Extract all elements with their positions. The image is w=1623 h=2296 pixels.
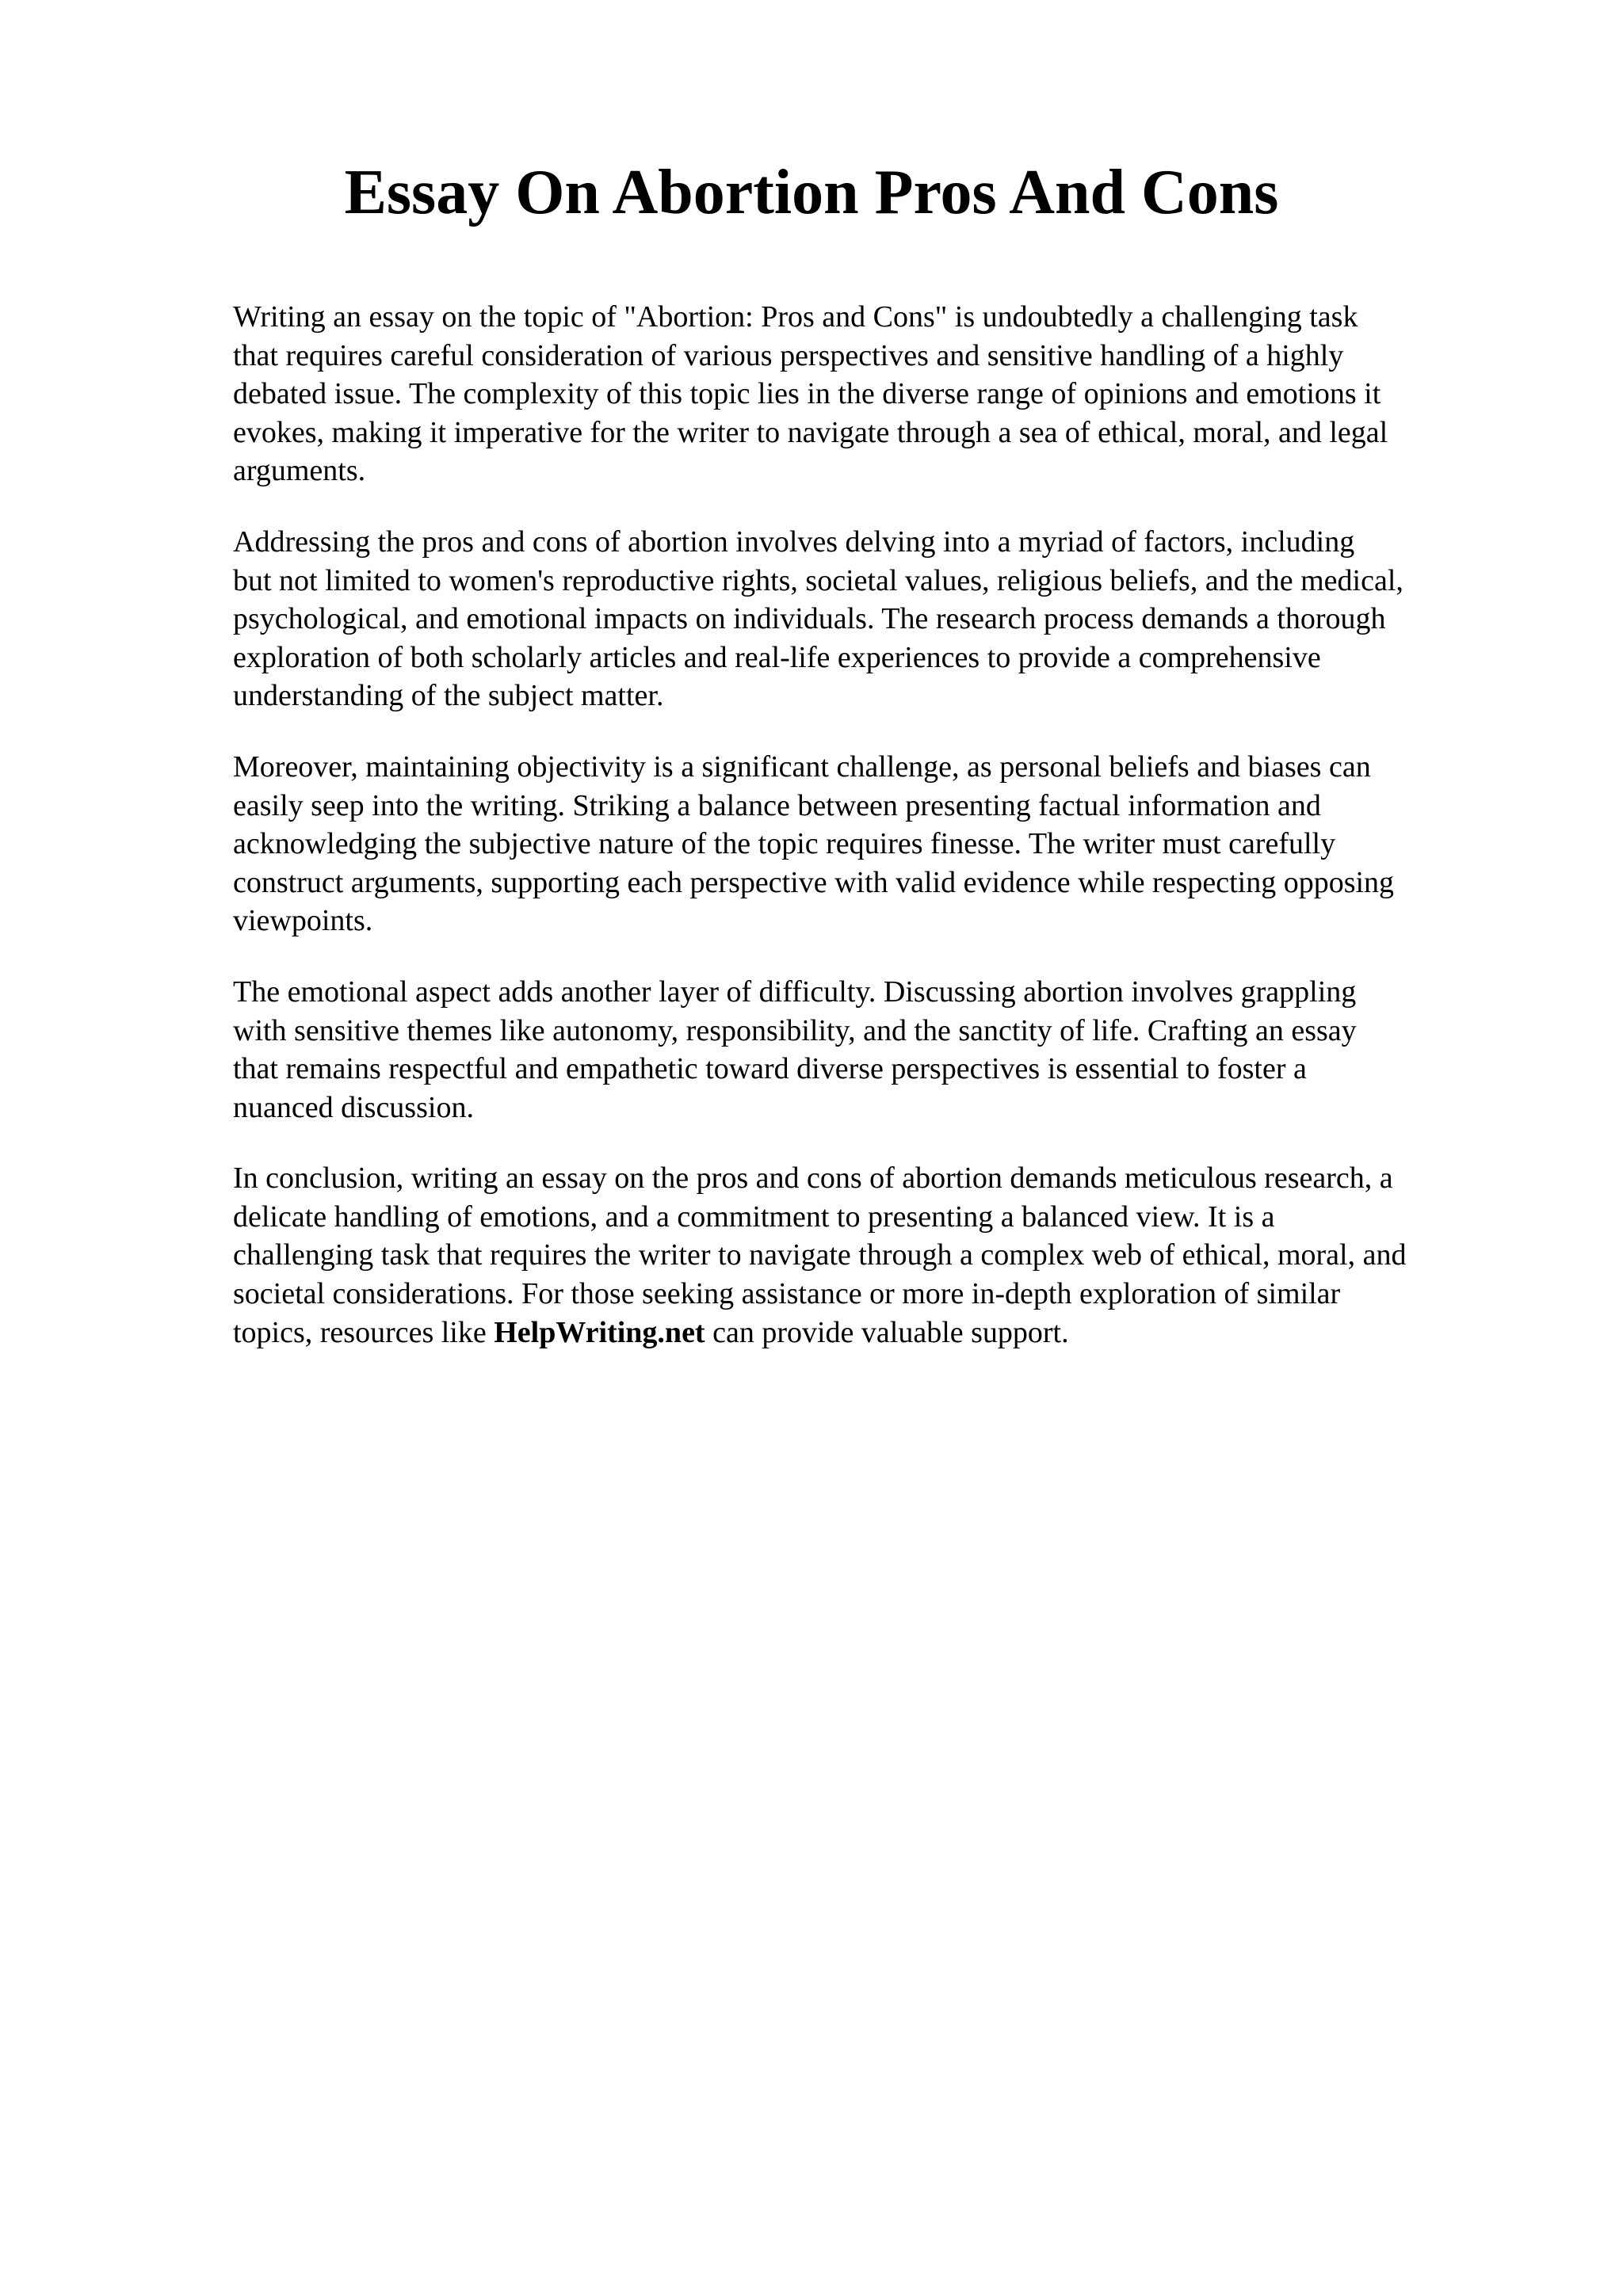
- final-line-text-after: can provide valuable support.: [705, 1315, 1069, 1349]
- paragraph-line: easily seep into the writing. Striking a balance between presenting factual information and: [233, 788, 1321, 822]
- paragraph-line: construct arguments, supporting each perspective with valid evidence while respecting opposing: [233, 865, 1395, 899]
- paragraph-line: arguments.: [233, 454, 366, 488]
- paragraph-line: In conclusion, writing an essay on the pros and cons of abortion demands meticulous research, a: [233, 1161, 1393, 1196]
- paragraph-line: understanding of the subject matter.: [233, 679, 664, 713]
- paragraph-line: societal considerations. For those seeking assistance or more in-depth exploration of similar: [233, 1277, 1341, 1311]
- paragraph-5: [233, 1159, 1533, 1352]
- paragraph-1: [233, 298, 1533, 490]
- helpwriting-brand-text: HelpWriting.net: [494, 1315, 705, 1349]
- paragraph-line: debated issue. The complexity of this topic lies in the diverse range of opinions and emotions it: [233, 377, 1381, 411]
- paragraph-3: [233, 748, 1533, 940]
- essay-body: [233, 298, 1533, 1384]
- paragraph-line: exploration of both scholarly articles and real-life experiences to provide a comprehensive: [233, 640, 1321, 674]
- paragraph-line: that remains respectful and empathetic toward diverse perspectives is essential to foster a: [233, 1052, 1307, 1086]
- paragraph-line: acknowledging the subjective nature of the topic requires finesse. The writer must carefully: [233, 827, 1336, 861]
- paragraph-line: with sensitive themes like autonomy, responsibility, and the sanctity of life. Crafting an essay: [233, 1013, 1357, 1047]
- paragraph-line-final: [233, 1314, 1533, 1352]
- paragraph-line: psychological, and emotional impacts on individuals. The research process demands a thorough: [233, 602, 1386, 636]
- paragraph-line: challenging task that requires the writer to navigate through a complex web of ethical, moral, and: [233, 1238, 1407, 1272]
- paragraph-line: evokes, making it imperative for the writer to navigate through a sea of ethical, moral, and legal: [233, 415, 1388, 449]
- paragraph-line: but not limited to women's reproductive rights, societal values, religious beliefs, and the medical,: [233, 563, 1403, 597]
- paragraph-4: [233, 973, 1533, 1127]
- paragraph-2: [233, 523, 1533, 715]
- paragraph-line: nuanced discussion.: [233, 1090, 474, 1124]
- paragraph-line: Moreover, maintaining objectivity is a significant challenge, as personal beliefs and biases can: [233, 749, 1371, 784]
- paragraph-line: Writing an essay on the topic of "Abortion: Pros and Cons" is undoubtedly a challenging task: [233, 300, 1358, 334]
- paragraph-line: Addressing the pros and cons of abortion involves delving into a myriad of factors, including: [233, 524, 1355, 559]
- final-line-text-before: topics, resources like: [233, 1315, 495, 1349]
- paragraph-line: The emotional aspect adds another layer of difficulty. Discussing abortion involves grappling: [233, 974, 1357, 1009]
- paragraph-line: delicate handling of emotions, and a commitment to presenting a balanced view. It is a: [233, 1199, 1275, 1234]
- paragraph-line: viewpoints.: [233, 904, 373, 938]
- paragraph-line: that requires careful consideration of various perspectives and sensitive handling of a highly: [233, 338, 1344, 372]
- page-title: Essay On Abortion Pros And Cons: [344, 158, 1279, 227]
